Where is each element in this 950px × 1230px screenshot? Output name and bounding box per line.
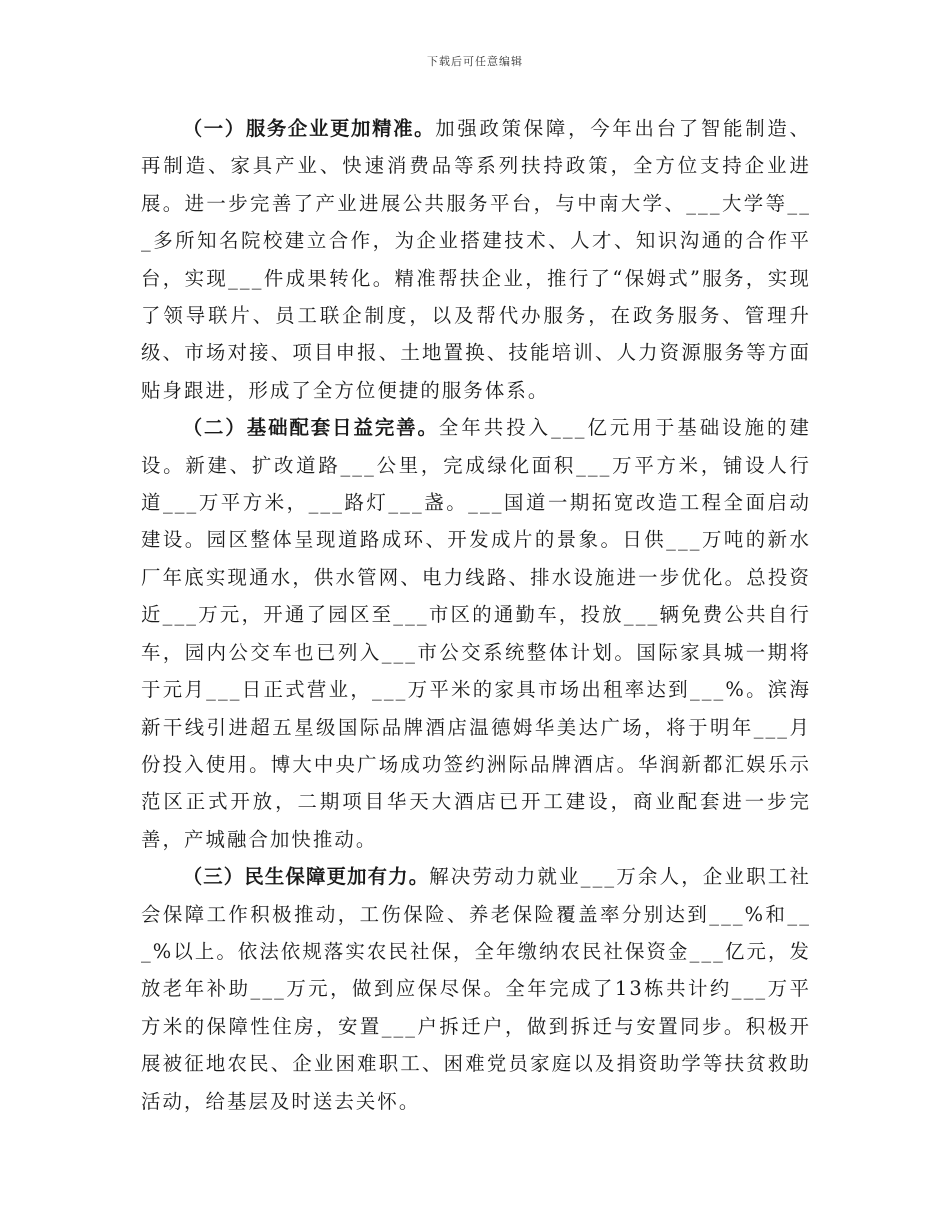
section-heading: （一）服务企业更加精准。	[182, 117, 436, 140]
page-header-note: 下载后可任意编辑	[427, 55, 523, 68]
section-text: 全年共投入___亿元用于基础设施的建设。新建、扩改道路___公里，完成绿化面积___万平方米，铺设人行道___万平方米，___路灯___盏。___国道一期拓宽改造工程全面启动建设。园区整体呈现道路成环、开发成片的景象。日供___万吨的新水厂年底实现通水，供水管网、电力线路、排水设施进一步优化。总投资近___万元，开通了园区至___市区的通勤车，投放___辆免费公共自行车，园内公交车也已列入___市公交系统整体计划。国际家具城一期将于元月___日正式营业，___万平米的家具市场出租率达到___%。滨海新干线引进超五星级国际品牌酒店温德姆华美达广场，将于明年___月份投入使用。博大中央广场成功签约洲际品牌酒店。华润新都汇娱乐示范区正式开放，二期项目华天大酒店已开工建设，商业配套进一步完善，产城融合加快推动。	[141, 416, 812, 851]
section-text: 加强政策保障，今年出台了智能制造、再制造、家具产业、快速消费品等系列扶持政策，全方位支持企业进展。进一步完善了产业进展公共服务平台，与中南大学、___大学等___多所知名院校建立合作，为企业搭建技术、人才、知识沟通的合作平台，实现___件成果转化。精准帮扶企业，推行了“保姆式”服务，实现了领导联片、员工联企制度，以及帮代办服务，在政务服务、管理升级、市场对接、项目申报、土地置换、技能培训、人力资源服务等方面贴身跟进，形成了全方位便捷的服务体系。	[141, 117, 811, 402]
paragraph-infrastructure	[141, 409, 811, 858]
section-text: 解决劳动力就业___万余人，企业职工社会保障工作积极推动，工伤保险、养老保险覆盖率分别达到___%和___%以上。依法依规落实农民社保，全年缴纳农民社保资金___亿元，发放老年补助___万元，做到应保尽保。全年完成了13栋共计约___万平方米的保障性住房，安置___户拆迁户，做到拆迁与安置同步。积极开展被征地农民、企业困难职工、困难党员家庭以及捐资助学等扶贫救助活动，给基层及时送去关怀。	[141, 865, 811, 1113]
section-heading: （二）基础配套日益完善。	[182, 416, 439, 440]
document-body	[141, 110, 811, 1120]
paragraph-service-enterprises	[141, 110, 811, 409]
paragraph-livelihood	[141, 858, 811, 1120]
section-heading: （三）民生保障更加有力。	[182, 865, 430, 889]
